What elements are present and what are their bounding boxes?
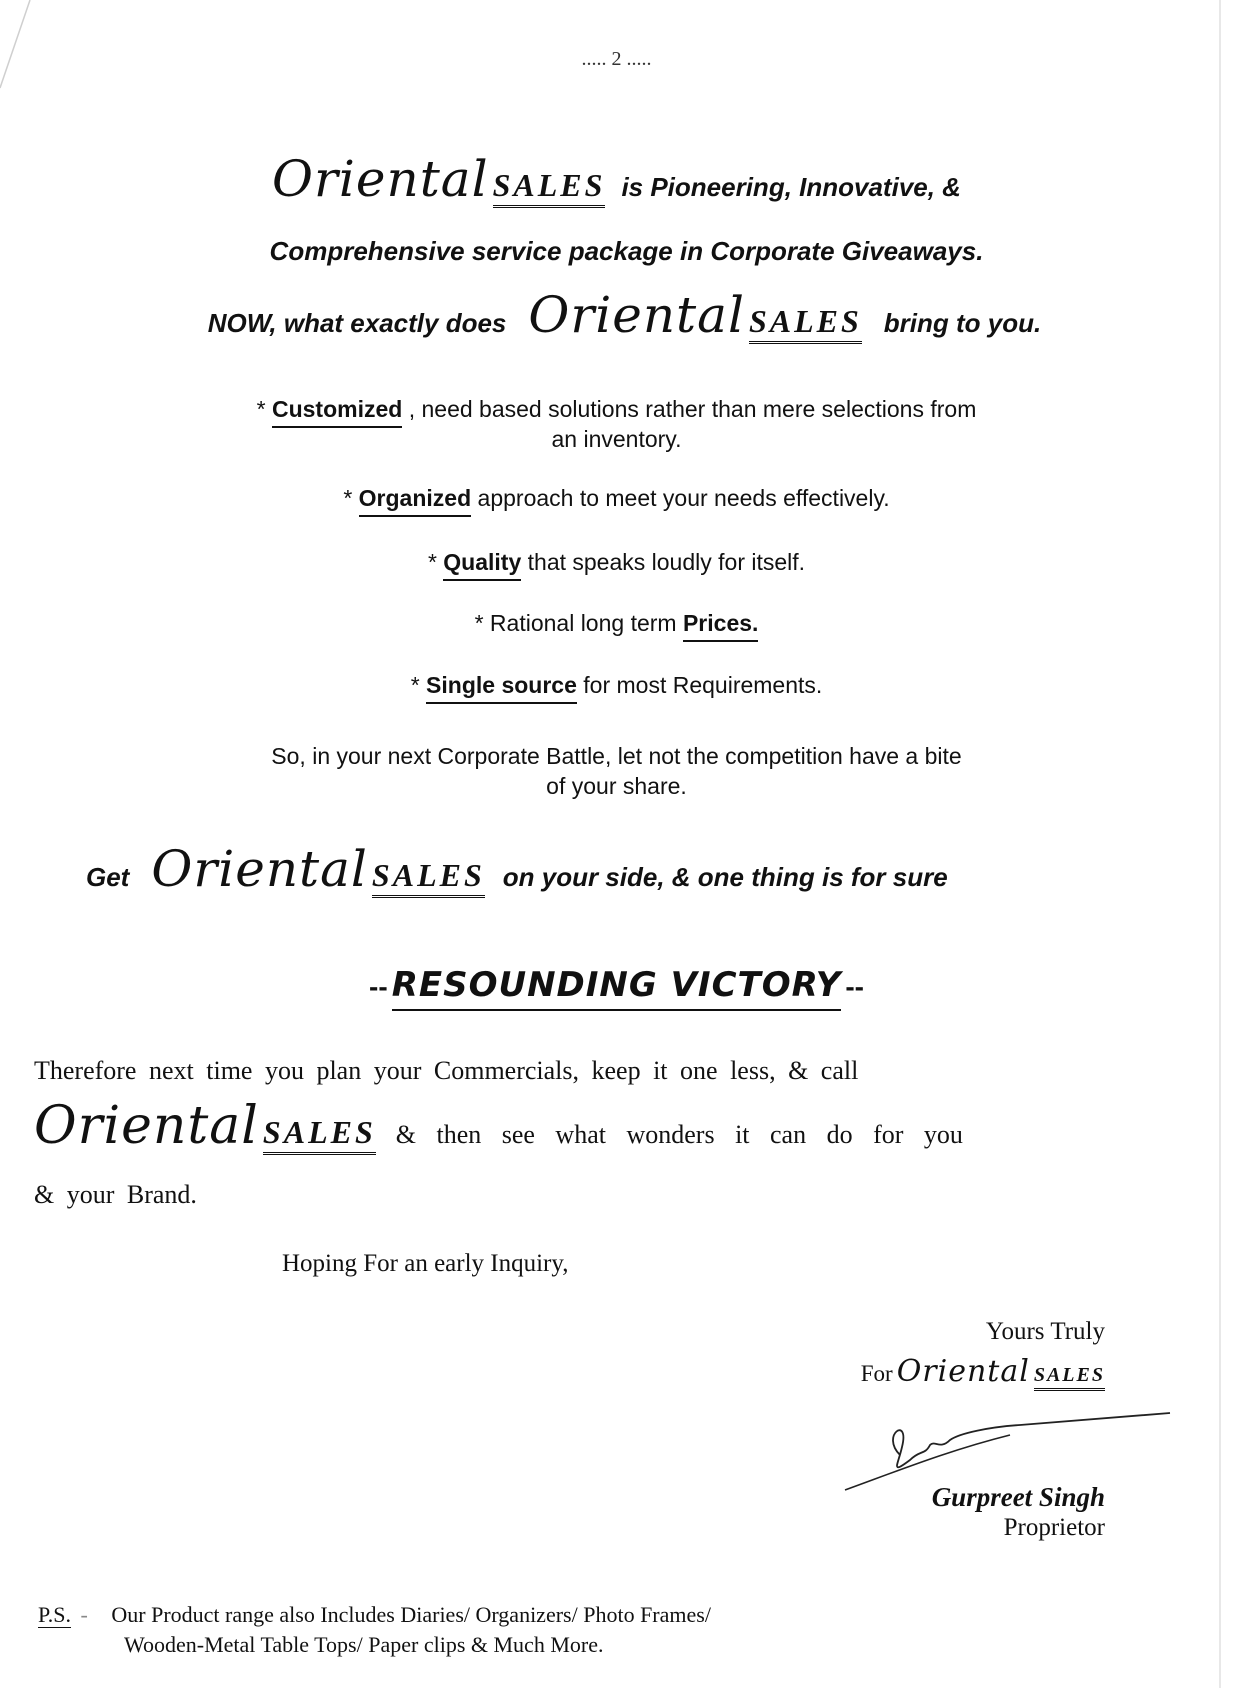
intro-line-3: NOW, what exactly does Oriental SALES bring to you. <box>207 286 1042 344</box>
get-line: Get Oriental SALES on your side, & one thing is for sure <box>86 840 948 898</box>
closing-line-1: Therefore next time you plan your Commercials, keep it one less, & call <box>34 1056 859 1085</box>
bullet-quality: * Quality that speaks loudly for itself. <box>0 549 1233 576</box>
intro-line-2: Comprehensive service package in Corporate Giveaways. <box>269 236 984 266</box>
page-curl-mark <box>0 0 40 90</box>
brand-logo: Oriental SALES <box>151 840 485 898</box>
ps-line-2: Wooden-Metal Table Tops/ Paper clips & Much More. <box>124 1632 604 1657</box>
bullet-customized: * Customized , need based solutions rather than mere selections from <box>0 396 1233 423</box>
victory-line: -- RESOUNDING VICTORY -- <box>0 965 1233 1005</box>
intro-line-1: Oriental SALES is Pioneering, Innovative, & <box>272 150 961 208</box>
brand-logo: Oriental SALES <box>272 150 606 208</box>
for-brand-line: For Oriental SALES <box>860 1354 1105 1389</box>
brand-logo: Oriental SALES <box>34 1096 376 1156</box>
hoping-line: Hoping For an early Inquiry, <box>282 1250 569 1277</box>
battle-line-1: So, in your next Corporate Battle, let not the competition have a bite <box>271 743 962 769</box>
bullet-organized: * Organized approach to meet your needs effectively. <box>0 485 1233 512</box>
ps-line-1: P.S. - Our Product range also Includes Diaries/ Organizers/ Photo Frames/ <box>38 1602 711 1627</box>
bullet-single-source: * Single source for most Requirements. <box>0 672 1233 699</box>
signatory-title: Proprietor <box>1003 1514 1105 1541</box>
bullet-prices: * Rational long term Prices. <box>0 610 1233 637</box>
bullet-customized-cont: an inventory. <box>551 426 682 452</box>
brand-logo: Oriental SALES <box>528 286 862 344</box>
page-number: ..... 2 ..... <box>581 48 652 70</box>
brand-logo-small: Oriental SALES <box>896 1354 1105 1389</box>
closing-line-3: & your Brand. <box>34 1180 197 1209</box>
signatory-name: Gurpreet Singh <box>931 1482 1105 1512</box>
closing-line-2: Oriental SALES & then see what wonders it can do for you <box>34 1096 963 1156</box>
yours-truly: Yours Truly <box>985 1318 1105 1345</box>
battle-line-2: of your share. <box>546 773 687 799</box>
